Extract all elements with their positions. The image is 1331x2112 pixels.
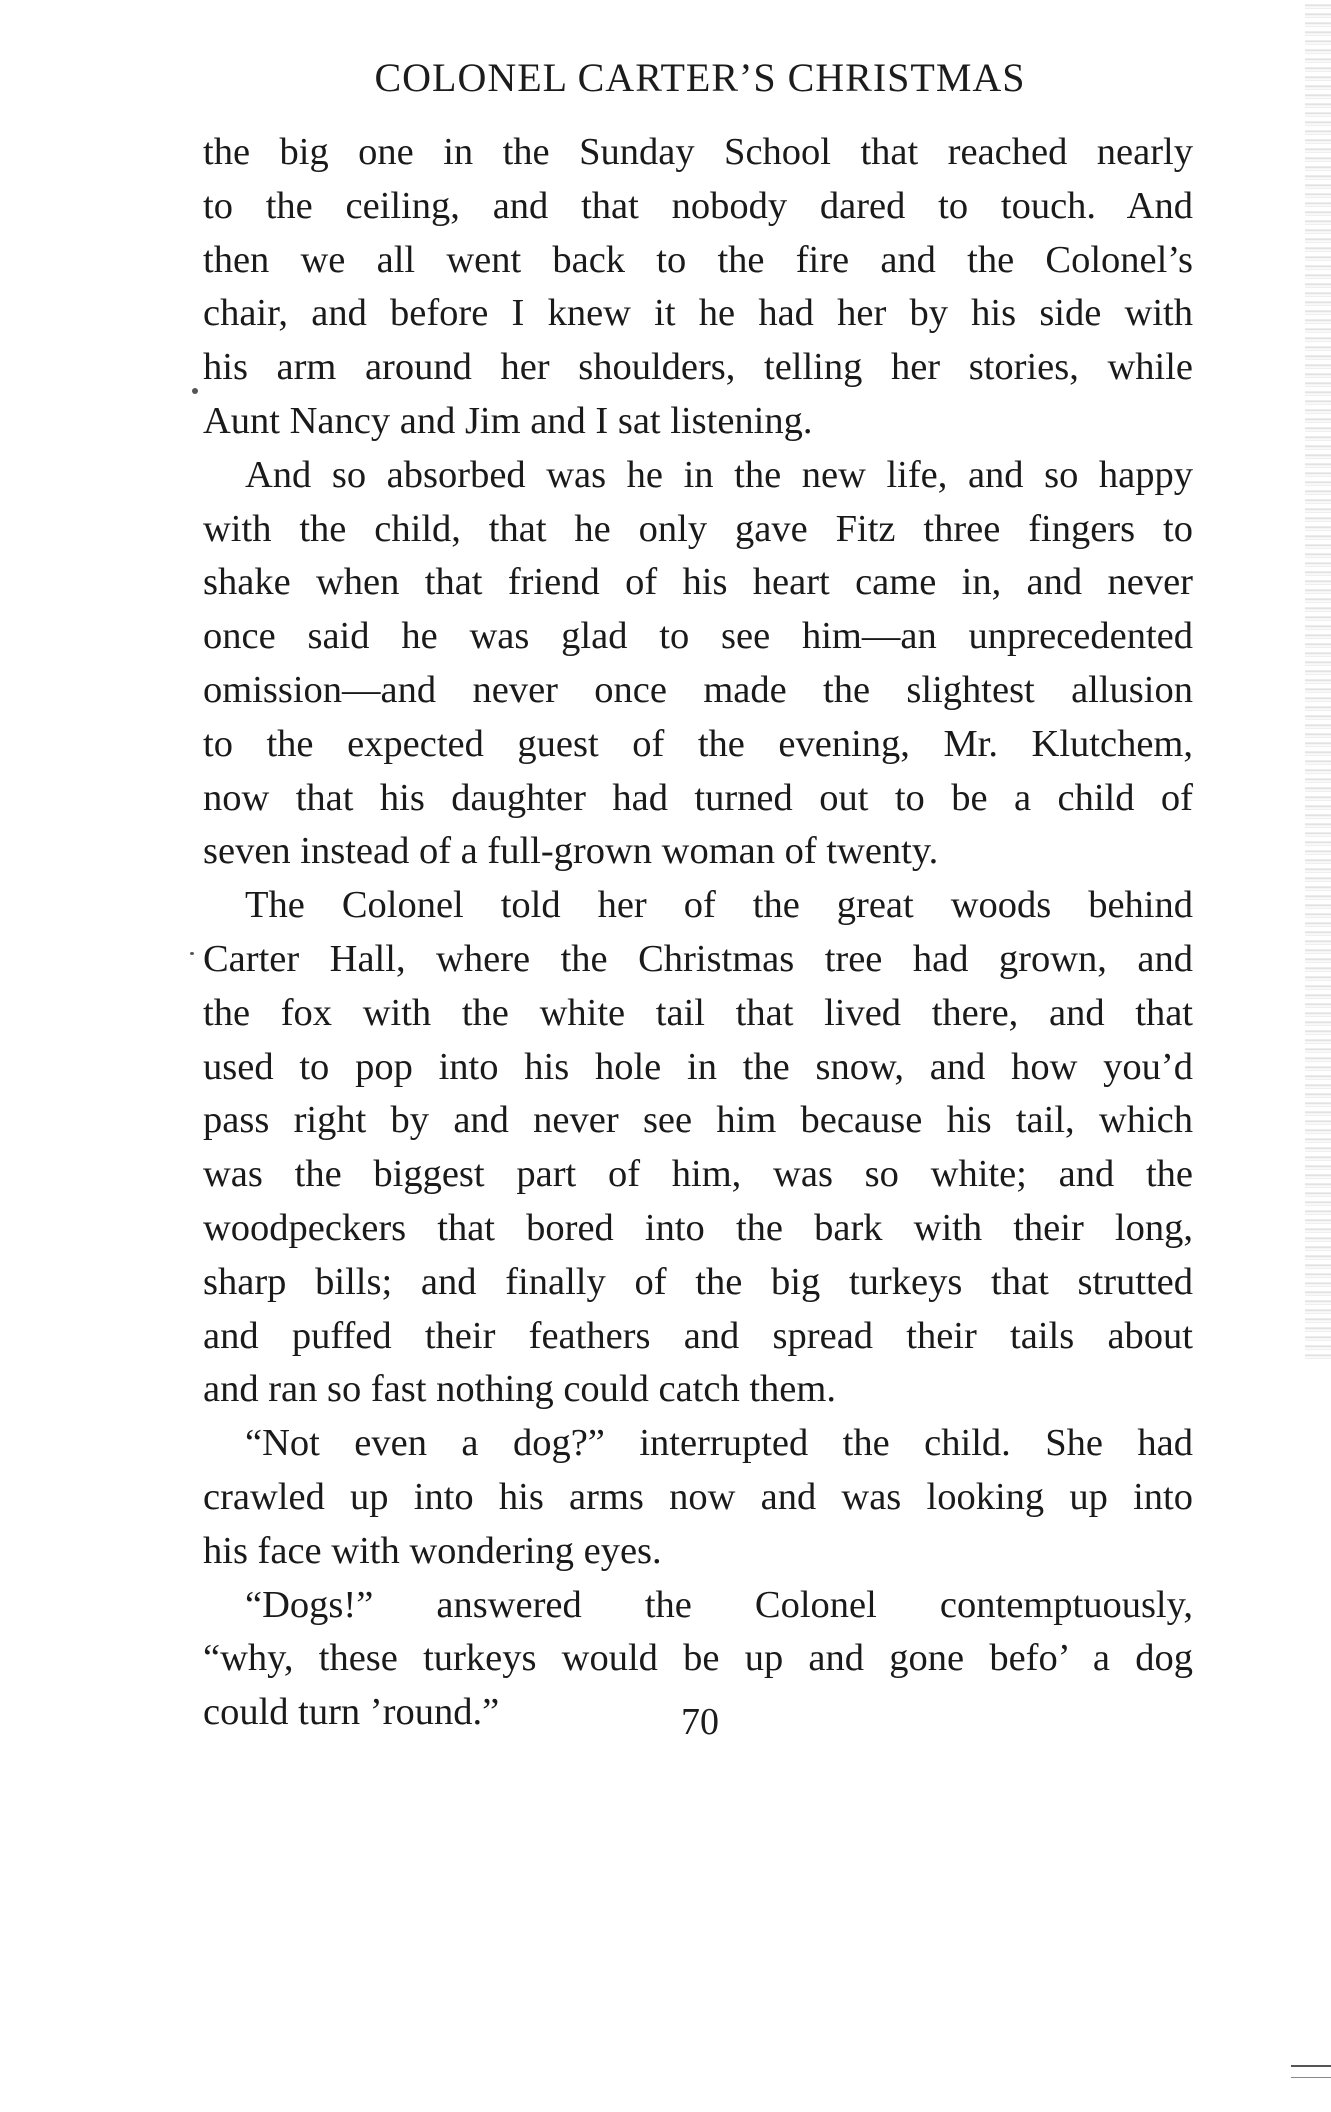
text-line: pass right by and never see him because his tail, which: [203, 1099, 1193, 1142]
text-line: the big one in the Sunday School that reached nearly: [203, 131, 1193, 173]
text-line: could turn ’round.”: [203, 1691, 500, 1734]
paragraph-4: [203, 1417, 1193, 1578]
scan-edge-artifact-bottom: [1291, 2065, 1331, 2078]
text-line: his face with wondering eyes.: [203, 1529, 662, 1572]
text-line: once said he was glad to see him—an unprecedented: [203, 615, 1193, 658]
text-line: shake when that friend of his heart came in, and never: [203, 561, 1193, 604]
text-line: now that his daughter had turned out to be a child of: [203, 776, 1193, 819]
text-line: his arm around her shoulders, telling her stories, while: [203, 346, 1193, 389]
text-line: And so absorbed was he in the new life, and so happy: [245, 453, 1193, 496]
text-line: “Not even a dog?” interrupted the child. She had: [245, 1422, 1193, 1465]
running-head: COLONEL CARTER’S CHRISTMAS: [374, 55, 1026, 100]
scan-speck: [192, 388, 198, 394]
paragraph-1: [203, 126, 1193, 449]
body-text: [203, 126, 1193, 1740]
text-line: with the child, that he only gave Fitz three fingers to: [203, 507, 1193, 550]
text-line: crawled up into his arms now and was looking up into: [203, 1475, 1193, 1518]
paragraph-2: [203, 449, 1193, 879]
text-line: “why, these turkeys would be up and gone befo’ a dog: [203, 1637, 1193, 1680]
text-line: and ran so fast nothing could catch them.: [203, 1368, 836, 1411]
scan-edge-artifact: [1305, 0, 1331, 1360]
text-line: “Dogs!” answered the Colonel contemptuously,: [245, 1583, 1193, 1626]
text-line: then we all went back to the fire and the Colonel’s: [203, 238, 1193, 281]
text-line: Aunt Nancy and Jim and I sat listening.: [203, 399, 813, 442]
text-line: The Colonel told her of the great woods behind: [245, 884, 1193, 927]
text-line: to the expected guest of the evening, Mr. Klutchem,: [203, 722, 1193, 765]
text-line: sharp bills; and finally of the big turkeys that strutted: [203, 1260, 1193, 1303]
text-line: and puffed their feathers and spread their tails about: [203, 1314, 1193, 1357]
text-line: used to pop into his hole in the snow, and how you’d: [203, 1045, 1193, 1088]
scan-speck: [190, 952, 194, 955]
paragraph-3: [203, 879, 1193, 1417]
page-number: 70: [681, 1701, 719, 1743]
text-line: to the ceiling, and that nobody dared to touch. And: [203, 184, 1193, 227]
text-line: the fox with the white tail that lived there, and that: [203, 991, 1193, 1034]
text-line: omission—and never once made the slightest allusion: [203, 668, 1193, 711]
text-line: seven instead of a full-grown woman of twenty.: [203, 830, 939, 873]
text-line: woodpeckers that bored into the bark with their long,: [203, 1206, 1193, 1249]
text-line: was the biggest part of him, was so white; and the: [203, 1153, 1193, 1196]
text-line: Carter Hall, where the Christmas tree had grown, and: [203, 937, 1193, 980]
text-line: chair, and before I knew it he had her by his side with: [203, 292, 1193, 335]
